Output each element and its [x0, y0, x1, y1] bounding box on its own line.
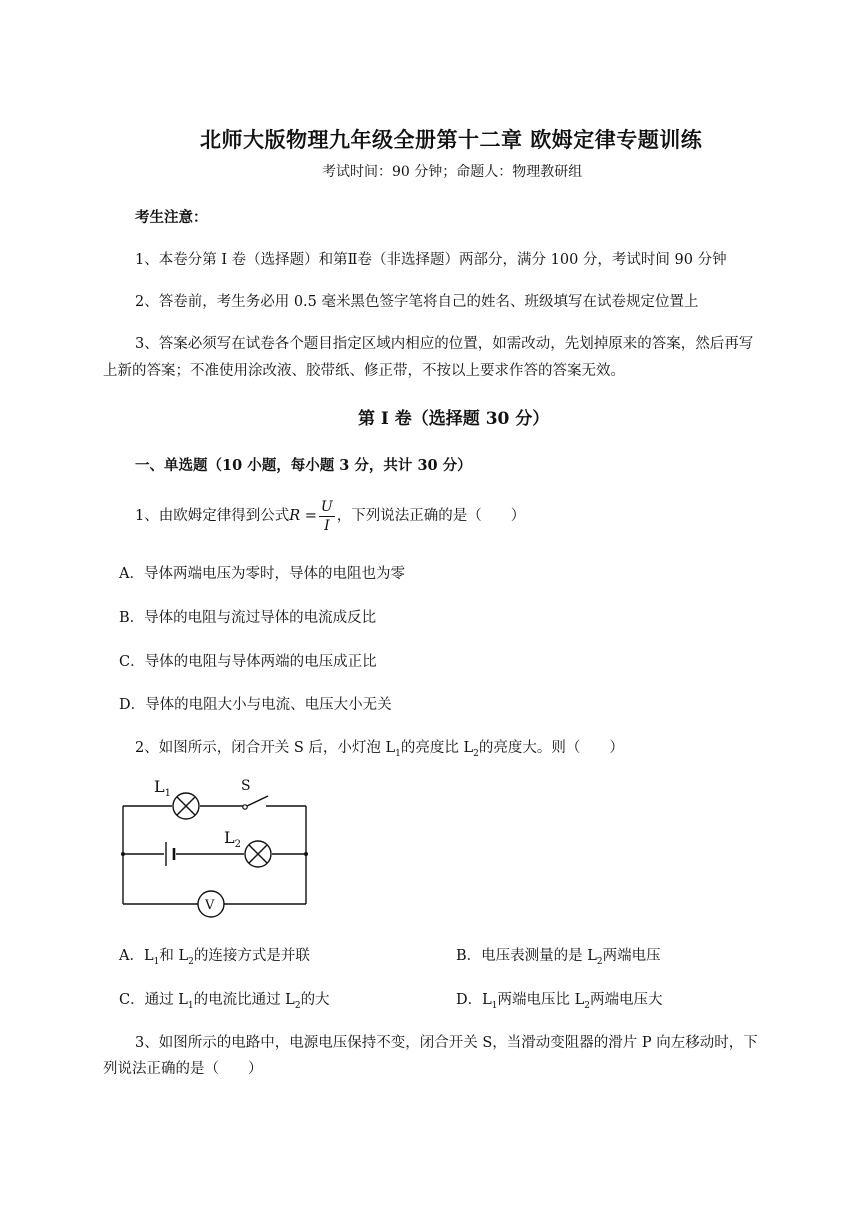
- question-1-option-d: D．导体的电阻大小与电流、电压大小无关: [119, 697, 392, 713]
- option-text: 两端电压比 L: [497, 992, 585, 1008]
- question-1-stem: [135, 494, 525, 538]
- subscript: 2: [584, 1000, 590, 1011]
- subscript: 1: [187, 1000, 194, 1011]
- question-1-option-c: C．导体的电阻与导体两端的电压成正比: [119, 654, 377, 670]
- question-3-line-2: 列说法正确的是（ ）: [103, 1061, 263, 1077]
- switch-label: S: [241, 778, 251, 794]
- notice-item-3-line-2: 上新的答案；不准使用涂改液、胶带纸、修正带，不按以上要求作答的答案无效。: [103, 363, 625, 379]
- lamp-1-label: $L_1$: [154, 777, 171, 799]
- question-2-stem-part: 2、如图所示，闭合开关 S 后，小灯泡 L: [135, 740, 396, 756]
- subscript: 2: [473, 748, 479, 759]
- question-1-option-a: A．导体两端电压为零时，导体的电阻也为零: [119, 566, 405, 582]
- subscript: 2: [188, 956, 194, 967]
- question-2-option-b: [456, 944, 661, 967]
- option-text: 和 L: [159, 948, 189, 964]
- lamp-2-label: $L_2$: [224, 828, 241, 850]
- part-heading: 一、单选题（10 小题，每小题 3 分，共计 30 分）: [135, 457, 472, 474]
- page-subtitle: 考试时间：90 分钟；命题人：物理教研组: [322, 164, 583, 180]
- page-title: 北师大版物理九年级全册第十二章 欧姆定律专题训练: [200, 127, 703, 152]
- question-3-line-1: 3、如图所示的电路中，电源电压保持不变，闭合开关 S，当滑动变阻器的滑片 P 向左移动时，下: [135, 1035, 758, 1051]
- option-text: 两端电压: [602, 948, 661, 964]
- question-2-option-a: [119, 944, 310, 967]
- option-text: 的电流比通过 L: [193, 992, 295, 1008]
- voltmeter-label: V: [205, 898, 215, 913]
- question-1-option-b: B．导体的电阻与流过导体的电流成反比: [119, 610, 377, 626]
- junction-right: [304, 852, 308, 856]
- junction-left: [121, 852, 125, 856]
- subscript: 1: [153, 956, 160, 967]
- formula-fraction: [319, 498, 335, 535]
- formula-denominator: I: [324, 517, 330, 534]
- section-title: 第 I 卷（选择题 30 分）: [358, 409, 550, 429]
- notice-item-1: 1、本卷分第 I 卷（选择题）和第Ⅱ卷（非选择题）两部分，满分 100 分，考试时间 90 分钟: [135, 252, 727, 268]
- option-text: B．电压表测量的是 L: [456, 948, 597, 964]
- formula-numerator: U: [320, 498, 333, 515]
- subscript: 1: [491, 1000, 498, 1011]
- switch-blade: [247, 796, 268, 806]
- option-text: D．L: [456, 992, 492, 1008]
- question-1-prefix: 1、由欧姆定律得到公式: [135, 508, 290, 524]
- question-1-suffix: ，下列说法正确的是（ ）: [336, 508, 526, 524]
- option-text: 的连接方式是并联: [193, 948, 310, 964]
- option-text: A．L: [119, 948, 154, 964]
- notice-item-3-line-1: 3、答案必须写在试卷各个题目指定区域内相应的位置，如需改动，先划掉原来的答案，然后再写: [135, 336, 754, 352]
- question-2-option-c: [119, 988, 330, 1011]
- question-2-stem-part: 的亮度比 L: [400, 740, 474, 756]
- question-2-stem: [135, 736, 624, 759]
- option-text: C．通过 L: [119, 992, 188, 1008]
- notice-item-2: 2、答卷前，考生务必用 0.5 毫米黑色签字笔将自己的姓名、班级填写在试卷规定位置上: [135, 294, 699, 310]
- formula-lhs: R =: [289, 508, 317, 524]
- question-2-stem-part: 的亮度大。则（ ）: [478, 740, 624, 756]
- option-text: 两端电压大: [589, 992, 663, 1008]
- subscript: 1: [395, 748, 401, 759]
- question-2-option-d: [456, 988, 662, 1011]
- subscript: 2: [596, 956, 603, 967]
- notice-heading: 考生注意：: [135, 209, 208, 226]
- circuit-diagram: [110, 770, 320, 922]
- subscript: 2: [294, 1000, 301, 1011]
- option-text: 的大: [300, 992, 330, 1008]
- switch-contact: [243, 805, 247, 809]
